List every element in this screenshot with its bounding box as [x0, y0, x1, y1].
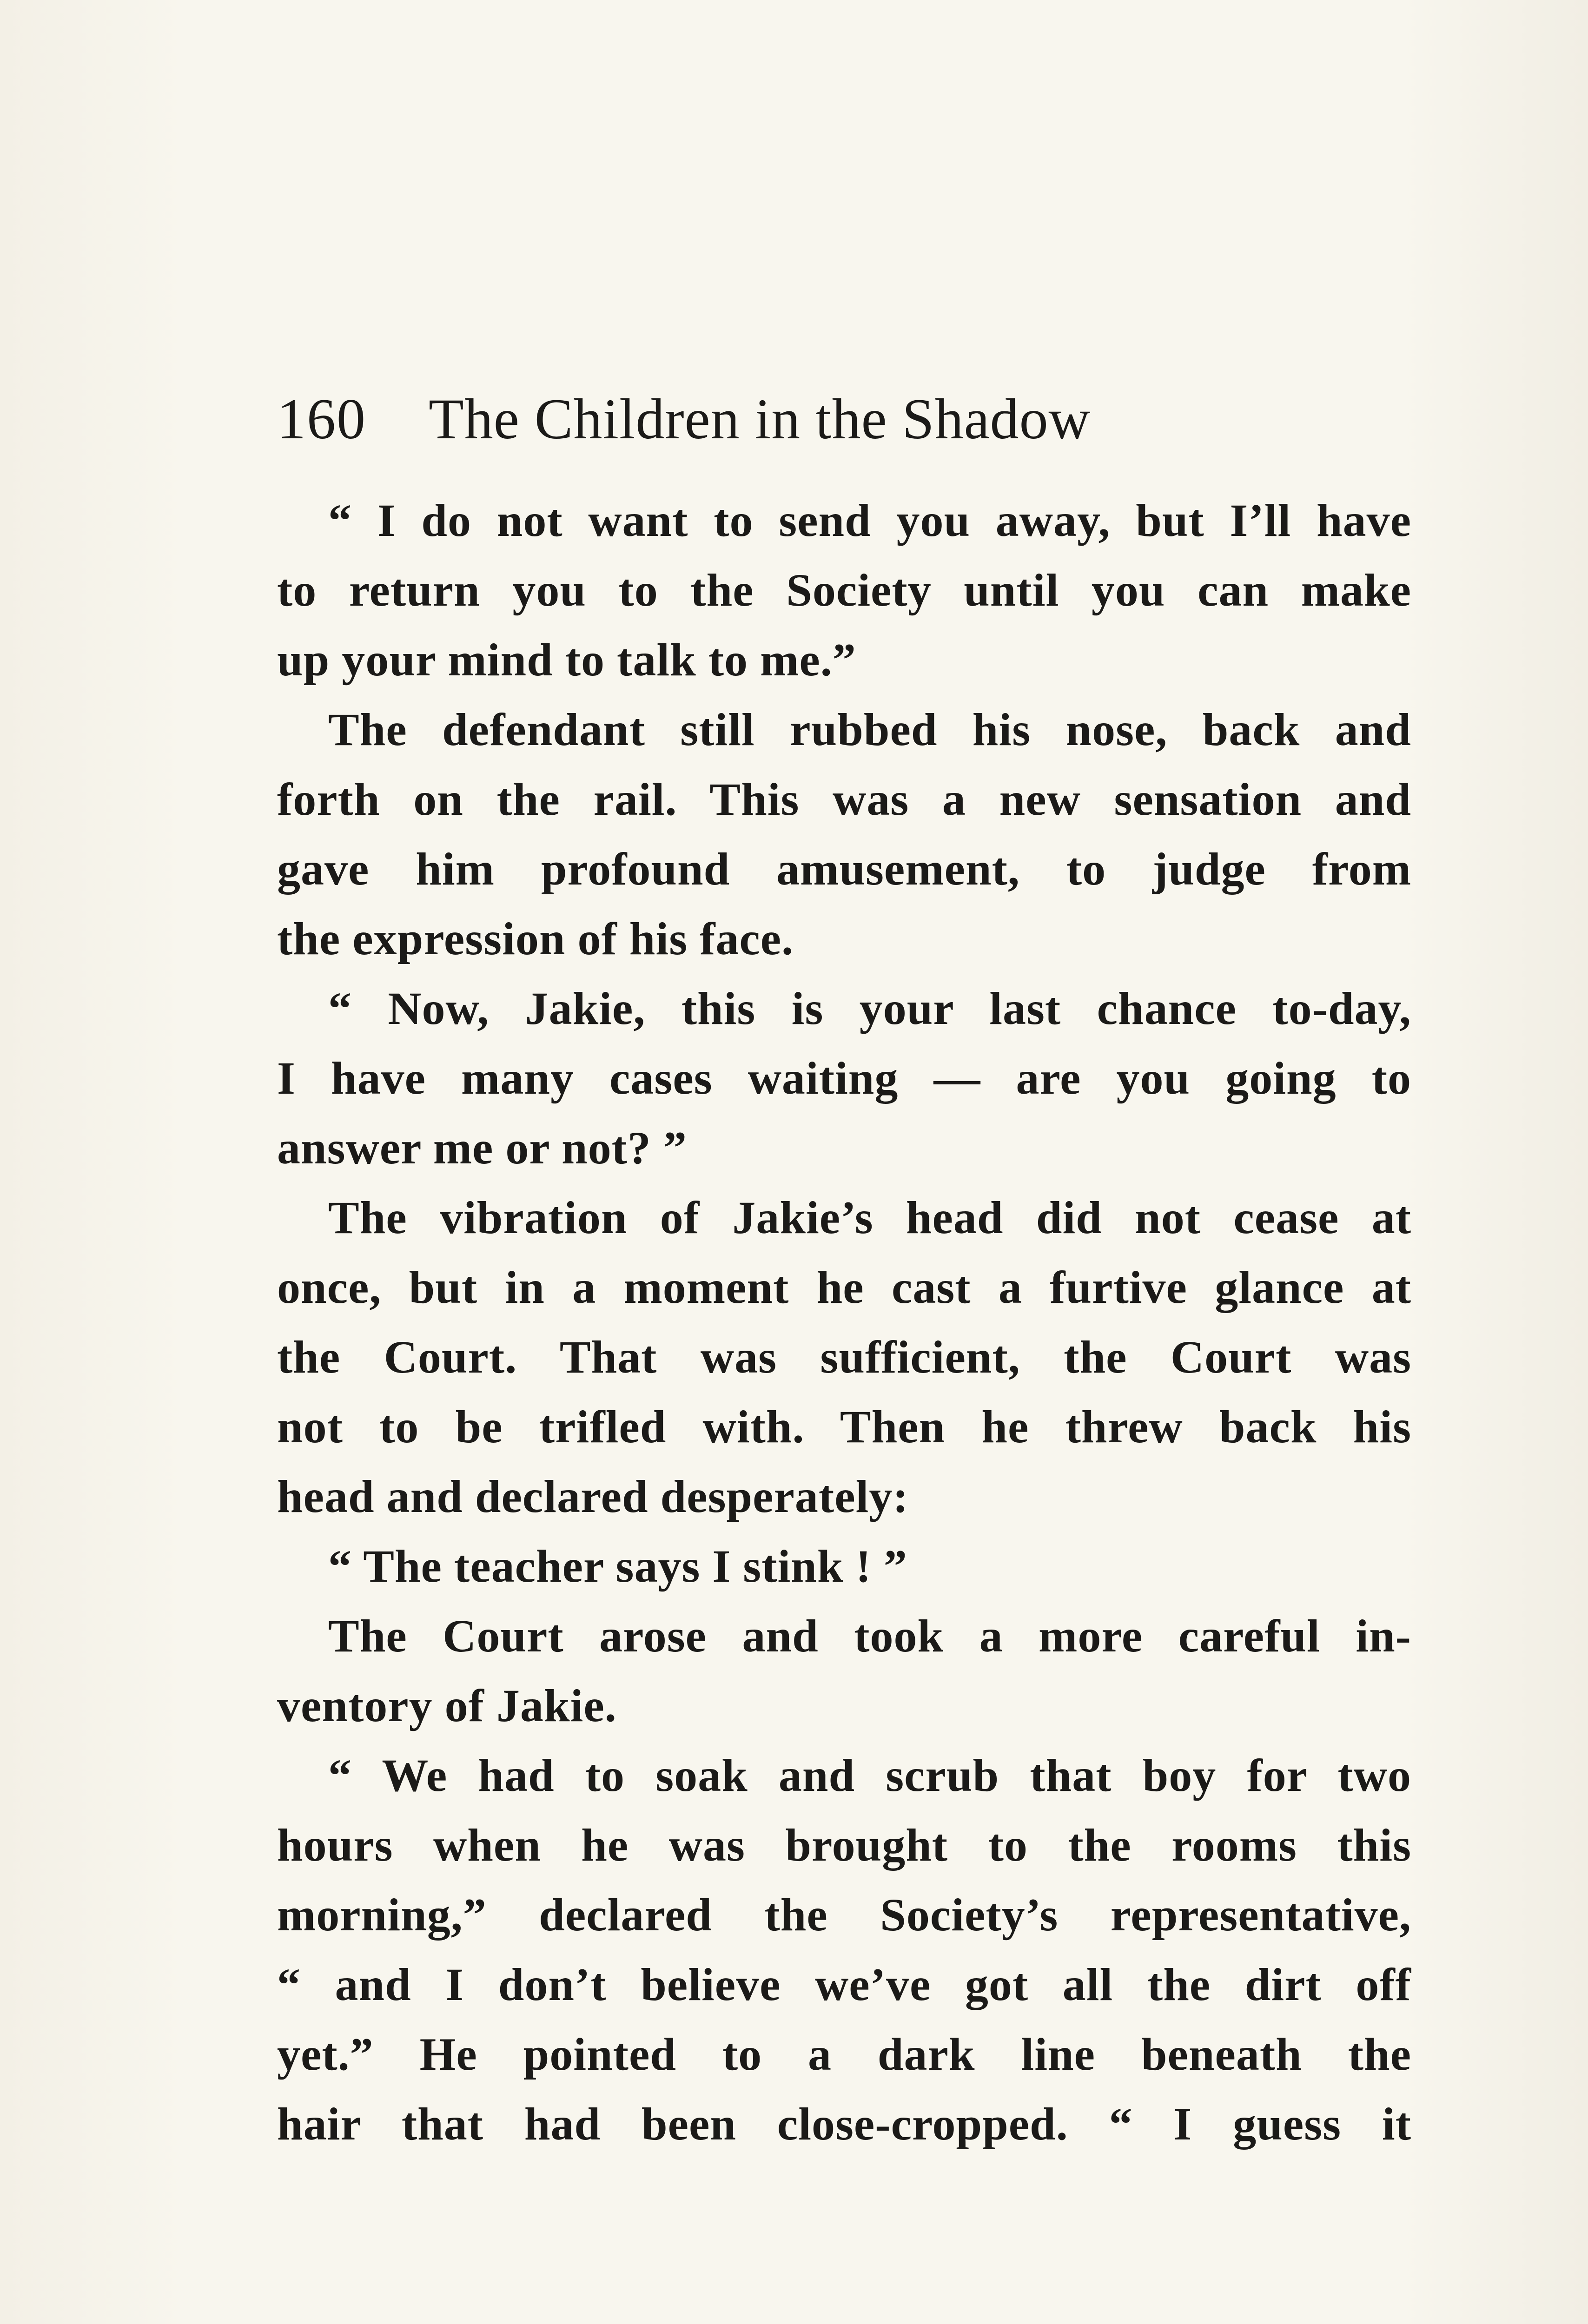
text-line: ventory of Jakie. [277, 1680, 617, 1731]
text-line: the Court. That was sufficient, the Court was [277, 1331, 1411, 1383]
text-line: “ and I don’t believe we’ve got all the dirt off [277, 1959, 1411, 2010]
text-line: head and declared desperately: [277, 1471, 909, 1522]
text-line: hair that had been close-cropped. “ I guess it [277, 2098, 1411, 2150]
text-line: The defendant still rubbed his nose, back and [328, 704, 1411, 755]
text-line: once, but in a moment he cast a furtive glance at [277, 1261, 1411, 1313]
text-line: “ I do not want to send you away, but I’ll have [328, 495, 1411, 546]
text-line: not to be trifled with. Then he threw back his [277, 1401, 1411, 1452]
text-line: to return you to the Society until you can make [277, 564, 1411, 616]
running-title: The Children in the Shadow [429, 387, 1091, 451]
text-line: “ Now, Jakie, this is your last chance to-day, [328, 983, 1411, 1034]
text-line: gave him profound amusement, to judge from [277, 843, 1411, 895]
text-line: forth on the rail. This was a new sensation and [277, 773, 1411, 825]
text-line: morning,” declared the Society’s representative, [277, 1889, 1411, 1941]
text-line: up your mind to talk to me.” [277, 634, 856, 686]
text-line: answer me or not? ” [277, 1122, 687, 1174]
text-line: The vibration of Jakie’s head did not cease at [328, 1192, 1411, 1243]
text-line: The Court arose and took a more careful in- [328, 1610, 1411, 1662]
text-line: yet.” He pointed to a dark line beneath the [277, 2028, 1411, 2080]
text-line: the expression of his face. [277, 913, 794, 964]
page-header [277, 382, 1421, 456]
text-line: I have many cases waiting — are you going to [277, 1052, 1411, 1104]
text-line: “ The teacher says I stink ! ” [328, 1540, 907, 1592]
text-line: hours when he was brought to the rooms this [277, 1819, 1411, 1871]
text-line: “ We had to soak and scrub that boy for two [328, 1750, 1411, 1801]
page-number: 160 [277, 387, 366, 451]
